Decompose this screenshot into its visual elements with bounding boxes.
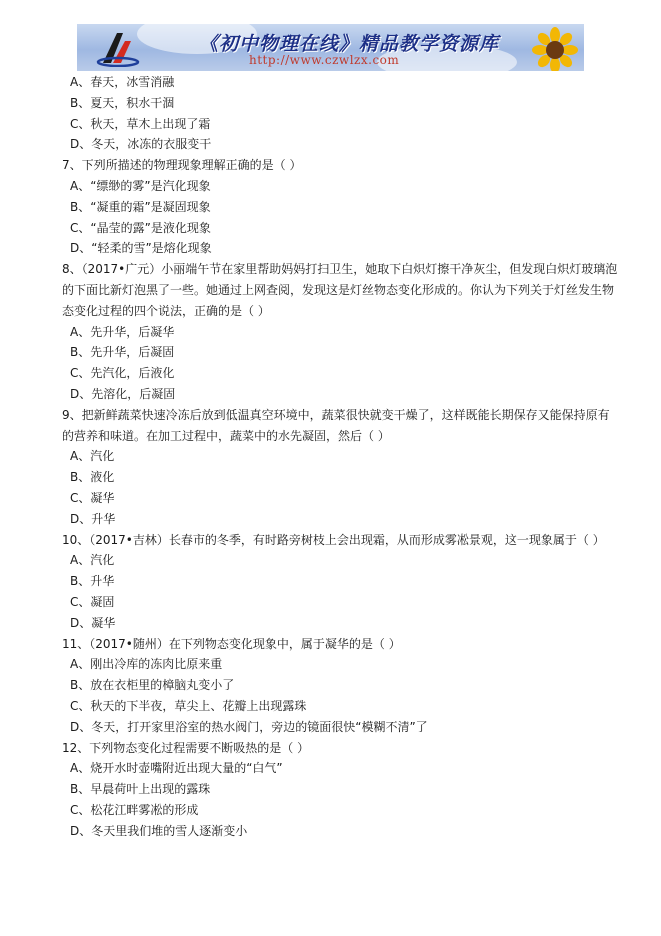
answer-option: D、凝华 bbox=[70, 615, 116, 630]
question-text: 态变化过程的四个说法，正确的是（ ） bbox=[62, 303, 270, 318]
answer-option: C、秋天，草木上出现了霜 bbox=[70, 116, 211, 131]
answer-option: C、凝华 bbox=[70, 490, 115, 505]
question-text: 的营养和味道。在加工过程中，蔬菜中的水先凝固，然后（ ） bbox=[62, 428, 390, 443]
answer-option: A、“缥缈的雾”是汽化现象 bbox=[70, 178, 211, 193]
question-text: 7、下列所描述的物理现象理解正确的是（ ） bbox=[62, 158, 302, 173]
answer-option: D、“轻柔的雪”是熔化现象 bbox=[70, 241, 212, 256]
answer-option: A、烧开水时壶嘴附近出现大量的“白气” bbox=[70, 761, 283, 776]
answer-option: C、松花江畔雾凇的形成 bbox=[70, 802, 199, 817]
answer-option: B、放在衣柜里的樟脑丸变小了 bbox=[70, 678, 235, 693]
answer-option: C、先汽化，后液化 bbox=[70, 366, 175, 381]
answer-option: C、“晶莹的露”是液化现象 bbox=[70, 220, 211, 235]
answer-option: D、升华 bbox=[70, 511, 116, 526]
answer-option: A、汽化 bbox=[70, 449, 115, 464]
question-text: 9、把新鲜蔬菜快速冷冻后放到低温真空环境中，蔬菜很快就变干燥了，这样既能长期保存又能保持原有 bbox=[62, 407, 610, 422]
answer-option: D、冬天，打开家里浴室的热水阀门，旁边的镜面很快“模糊不清”了 bbox=[70, 719, 428, 734]
site-logo-icon bbox=[95, 29, 141, 67]
answer-option: A、春天，冰雪消融 bbox=[70, 75, 175, 89]
answer-option: D、先溶化，后凝固 bbox=[70, 386, 176, 401]
answer-option: C、凝固 bbox=[70, 594, 115, 609]
question-text: 12、下列物态变化过程需要不断吸热的是（ ） bbox=[62, 740, 310, 755]
answer-option: C、秋天的下半夜，草尖上、花瓣上出现露珠 bbox=[70, 698, 307, 713]
question-list bbox=[62, 72, 618, 841]
banner-title: 《初中物理在线》精品教学资源库 bbox=[199, 33, 500, 55]
answer-option: B、夏天，积水干涸 bbox=[70, 95, 175, 110]
answer-option: B、早晨荷叶上出现的露珠 bbox=[70, 782, 211, 797]
banner-url: http://www.czwlzx.com bbox=[249, 53, 400, 67]
answer-option: D、冬天，冰冻的衣服变干 bbox=[70, 137, 212, 152]
question-text: 8、（2017•广元）小丽端午节在家里帮助妈妈打扫卫生，她取下白炽灯擦干净灰尘，但发现白炽灯玻璃泡 bbox=[62, 262, 618, 277]
question-text: 的下面比新灯泡黑了一些。她通过上网查阅，发现这是灯丝物态变化形成的。你认为下列关于灯丝发生物 bbox=[62, 282, 615, 297]
answer-option: D、冬天里我们堆的雪人逐渐变小 bbox=[70, 823, 248, 838]
question-text: 11、（2017•随州）在下列物态变化现象中，属于凝华的是（ ） bbox=[62, 636, 401, 651]
answer-option: A、刚出冷库的冻肉比原来重 bbox=[70, 657, 223, 672]
answer-option: B、液化 bbox=[70, 470, 115, 485]
answer-option: A、先升华，后凝华 bbox=[70, 324, 175, 339]
answer-option: B、升华 bbox=[70, 574, 115, 589]
answer-option: A、汽化 bbox=[70, 553, 115, 568]
header-banner bbox=[77, 24, 584, 71]
answer-option: B、“凝重的霜”是凝固现象 bbox=[70, 199, 211, 214]
answer-option: B、先升华，后凝固 bbox=[70, 345, 175, 360]
question-text: 10、（2017•吉林）长春市的冬季，有时路旁树枝上会出现霜，从而形成雾凇景观，这一现象属于（ ） bbox=[62, 532, 605, 547]
sunflower-icon bbox=[532, 27, 578, 71]
